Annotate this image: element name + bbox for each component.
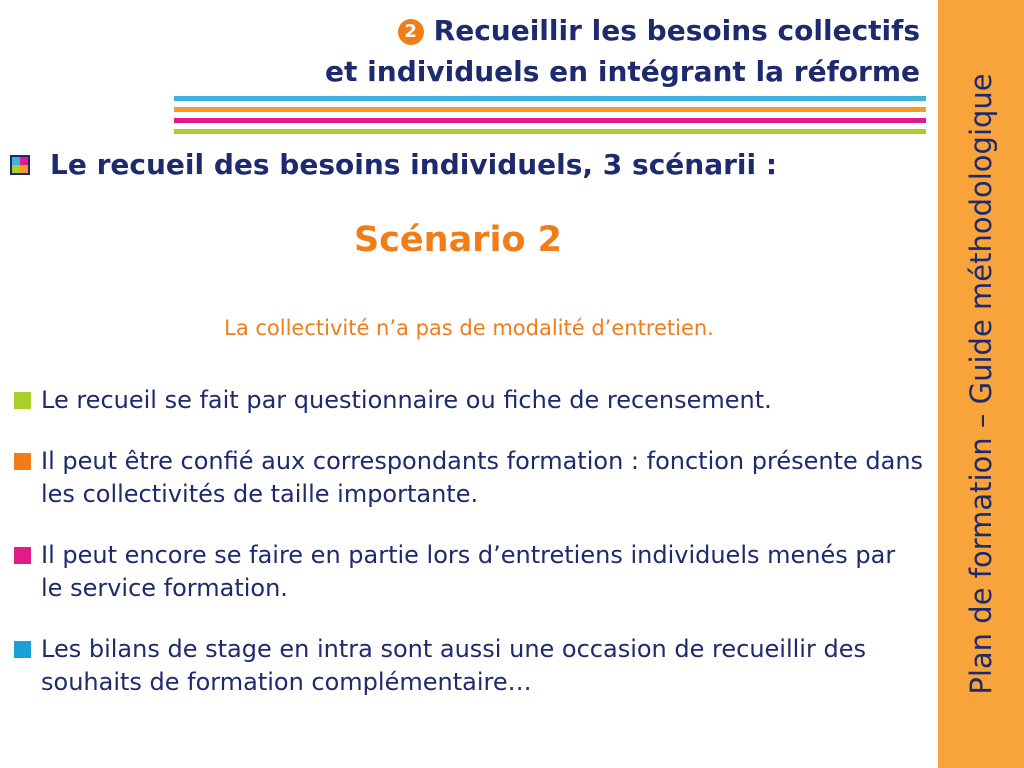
sidebar-text: Plan de formation – Guide méthodologique xyxy=(964,73,998,695)
blue-square-bullet-icon xyxy=(14,641,31,658)
bullet-text: Il peut encore se faire en partie lors d’entretiens individuels menés par le service formation. xyxy=(41,541,896,602)
bullet-text: Les bilans de stage en intra sont aussi une occasion de recueillir des souhaits de formation complémentaire… xyxy=(41,635,866,696)
bullet-item xyxy=(14,633,924,699)
decorative-stripes xyxy=(174,96,926,140)
scenario-subtitle: La collectivité n’a pas de modalité d’entretien. xyxy=(224,316,714,340)
bullet-text: Il peut être confié aux correspondants formation : fonction présente dans les collectivités de taille importante. xyxy=(41,447,924,508)
quad-square-icon xyxy=(10,155,30,175)
orange-square-bullet-icon xyxy=(14,453,31,470)
bullet-item xyxy=(14,445,924,511)
pink-square-bullet-icon xyxy=(14,547,31,564)
section-title xyxy=(10,148,777,181)
header-title-line-2: et individuels en intégrant la réforme xyxy=(325,55,920,88)
stripe-green xyxy=(174,129,926,134)
stripe-orange xyxy=(174,107,926,112)
bullet-list xyxy=(14,384,924,727)
stripe-pink xyxy=(174,118,926,123)
header-title-line-1: Recueillir les besoins collectifs xyxy=(433,14,920,47)
bullet-text: Le recueil se fait par questionnaire ou fiche de recensement. xyxy=(41,386,772,414)
bullet-item xyxy=(14,539,924,605)
header-line-1 xyxy=(325,10,920,51)
slide-header xyxy=(325,10,920,92)
scenario-title: Scénario 2 xyxy=(353,220,563,260)
bullet-item xyxy=(14,384,924,417)
number-badge-icon: 2 xyxy=(398,19,424,45)
section-title-text: Le recueil des besoins individuels, 3 scénarii : xyxy=(50,148,778,181)
green-square-bullet-icon xyxy=(14,392,31,409)
sidebar xyxy=(938,0,1024,768)
stripe-blue xyxy=(174,96,926,101)
